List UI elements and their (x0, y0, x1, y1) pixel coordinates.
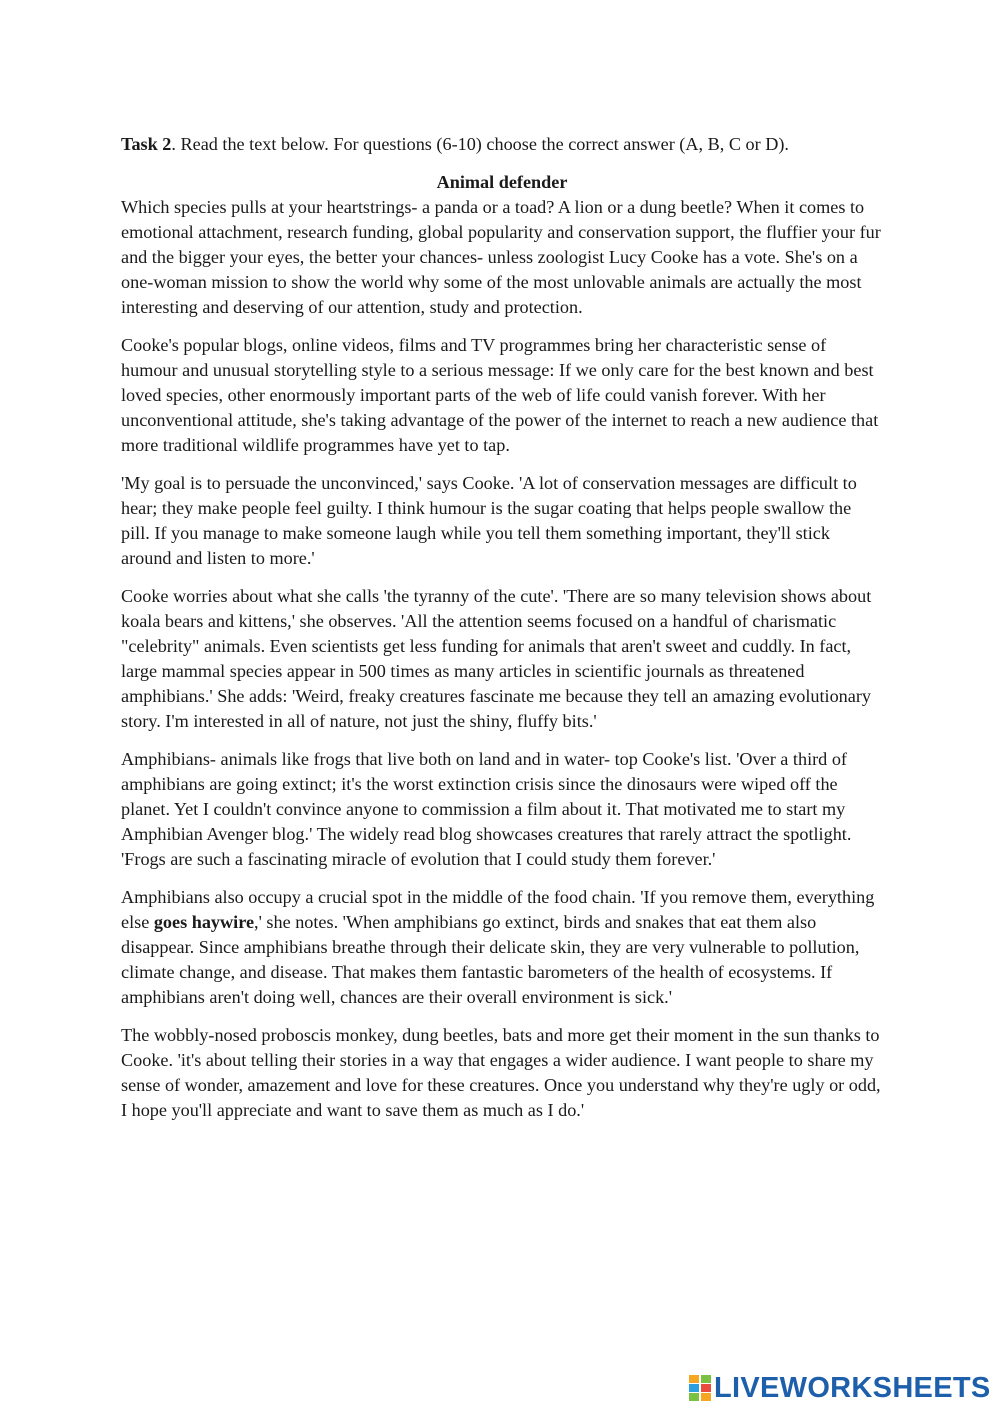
article-paragraph-6 (121, 885, 883, 1010)
article-paragraph-4: Cooke worries about what she calls 'the tyranny of the cute'. 'There are so many television shows about koala bears and kittens,' she observes. 'All the attention seems focused on a handful of charismatic "celebrity" animals. Even scientists get less funding for animals that aren't sweet and cuddly. In fact, large mammal species appear in 500 times as many articles in scientific journals as threatened amphibians.' She adds: 'Weird, freaky creatures fascinate me because they tell an amazing evolutionary story. I'm interested in all of nature, not just the shiny, fluffy bits.' (121, 586, 872, 731)
paragraph-6-start: Amphibians also occupy a crucial spot in the middle of the food chain. 'If you remove them, everything else (121, 887, 875, 932)
highlighted-phrase: goes haywire (153, 912, 255, 932)
paragraph-6-end: ,' she notes. 'When amphibians go extinct, birds and snakes that eat them also disappear. Since amphibians breathe through their delicate skin, they are very vulnerable to pollution, climate change, and disease. That makes them fantastic barometers of the health of ecosystems. If amphibians aren't doing well, chances are their overall environment is sick.' (121, 912, 860, 1007)
article-paragraph-5: Amphibians- animals like frogs that live both on land and in water- top Cooke's list. 'Over a third of amphibians are going extinct; it's the worst extinction crisis since the dinosaurs were wiped off the planet. Yet I couldn't convince anyone to commission a film about it. That motivated me to start my Amphibian Avenger blog.' The widely read blog showcases creatures that rarely attract the spotlight. 'Frogs are such a fascinating miracle of evolution that I could study them forever.' (121, 749, 852, 869)
task-instruction (121, 132, 883, 157)
liveworksheets-brand (689, 1373, 991, 1403)
article-title: Animal defender (436, 172, 568, 192)
brand-name: LIVEWORKSHEETS (714, 1372, 991, 1404)
worksheet-page (121, 132, 883, 1136)
task-instruction-text: . Read the text below. For questions (6-10) choose the correct answer (A, B, C or D). (171, 134, 789, 154)
liveworksheets-logo-icon (689, 1375, 711, 1401)
article-paragraph-1: Which species pulls at your heartstrings- a panda or a toad? A lion or a dung beetle? When it comes to emotional attachment, research funding, global popularity and conservation support, the fluffier your fur and the bigger your eyes, the better your chances- unless zoologist Lucy Cooke has a vote. She's on a one-woman mission to show the world why some of the most unlovable animals are actually the most interesting and deserving of our attention, study and protection. (121, 197, 881, 317)
article-paragraph-7: The wobbly-nosed proboscis monkey, dung beetles, bats and more get their moment in the sun thanks to Cooke. 'it's about telling their stories in a way that engages a wider audience. I want people to share my sense of wonder, amazement and love for these creatures. Once you understand why they're ugly or odd, I hope you'll appreciate and want to save them as much as I do.' (121, 1025, 881, 1120)
article-paragraph-2: Cooke's popular blogs, online videos, films and TV programmes bring her characteristic sense of humour and unusual storytelling style to a serious message: If we only care for the best known and best loved species, other enormously important parts of the web of life could vanish forever. With her unconventional attitude, she's taking advantage of the power of the internet to reach a new audience that more traditional wildlife programmes have yet to tap. (121, 335, 879, 455)
task-label: Task 2 (121, 134, 172, 154)
article-paragraph-3: 'My goal is to persuade the unconvinced,' says Cooke. 'A lot of conservation messages are difficult to hear; they make people feel guilty. I think humour is the sugar coating that helps people swallow the pill. If you manage to make someone laugh while you tell them something important, they'll stick around and listen to more.' (121, 473, 857, 568)
